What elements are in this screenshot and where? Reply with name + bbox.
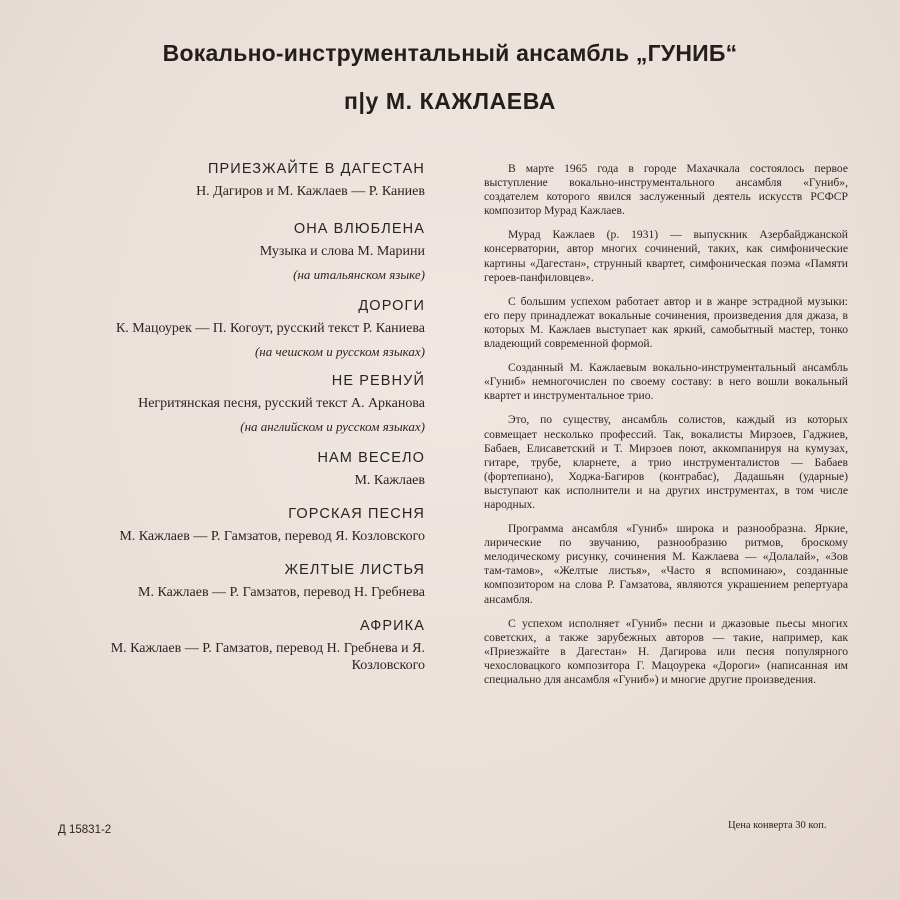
track-credit: Музыка и слова М. Марини — [259, 244, 425, 259]
track-item — [40, 561, 425, 601]
track-title: НЕ РЕВНУЙ — [331, 373, 425, 389]
catalog-number: Д 15831-2 — [58, 824, 112, 836]
track-credit: К. Мацоурек — П. Когоут, русский текст Р. Каниева — [115, 321, 425, 336]
track-title: ДОРОГИ — [358, 298, 425, 314]
track-title: АФРИКА — [359, 618, 425, 634]
track-list — [40, 160, 425, 674]
track-title: ЖЕЛТЫЕ ЛИСТЬЯ — [284, 562, 425, 578]
liner-paragraph: С большим успехом работает автор и в жанре эстрадной музыки: его перу принадлежат вокальные сочинения, произведения для джаза, в которых М. Кажлаев выступает как яркий, самобытный мастер, тонко владеющий современной формой. — [484, 294, 848, 351]
track-credit: М. Кажлаев — Р. Гамзатов, перевод Я. Козловского — [119, 529, 425, 544]
track-item — [40, 220, 425, 283]
ensemble-title: Вокально-инструментальный ансамбль „ГУНИБ“ — [162, 40, 738, 66]
track-title: ПРИЕЗЖАЙТЕ В ДАГЕСТАН — [208, 161, 425, 177]
liner-paragraph: Программа ансамбля «Гуниб» широка и разнообразна. Яркие, лирические по звучанию, разнообразию ритмов, броскому мелодическому рисунку, сочинения М. Кажлаева — «Долалай», «Зов там-тамов», «Желтые листья», «Часто я вспоминаю», созданные композитором на слова Р. Гамзатова, являются украшением репертуара ансамбля. — [484, 522, 848, 606]
track-language: (на чешском и русском языках) — [254, 344, 425, 359]
liner-paragraph: Созданный М. Кажлаевым вокально-инструментальный ансамбль «Гуниб» немногочислен по своему составу: в него вошли вокальный квартет и инструментальное трио. — [484, 361, 848, 403]
track-item — [40, 297, 425, 360]
track-item — [40, 505, 425, 545]
liner-paragraph: Это, по существу, ансамбль солистов, каждый из которых совмещает несколько профессий. Так, вокалисты Мирзоев, Гаджиев, Бабаев, Елисаветский и Т. Мирзоев поют, аккомпанируя на кумузах, гитаре, трубе, кларнете, а трио инструменталистов — Бабаев (фортепиано), Ходжа-Багиров (контрабас), Дадашьян (ударные) выступают как исполнители и на других инструментах, в том числе народных. — [484, 413, 848, 511]
track-title: ОНА ВЛЮБЛЕНА — [293, 221, 425, 237]
track-item — [40, 449, 425, 489]
track-credit: Н. Дагиров и М. Кажлаев — Р. Каниев — [196, 184, 425, 199]
sleeve-price: Цена конверта 30 коп. — [728, 820, 827, 831]
track-item — [40, 617, 425, 674]
track-title: НАМ ВЕСЕЛО — [317, 450, 425, 466]
track-credit: М. Кажлаев — [354, 473, 425, 488]
track-title: ГОРСКАЯ ПЕСНЯ — [288, 506, 425, 522]
track-item — [40, 372, 425, 435]
track-language: (на итальянском языке) — [293, 267, 425, 282]
liner-notes — [484, 162, 848, 697]
director-title: п|у М. КАЖЛАЕВА — [343, 88, 557, 114]
liner-paragraph: С успехом исполняет «Гуниб» песни и джазовые пьесы многих советских, а также зарубежных авторов — такие, например, как «Приезжайте в Дагестан» Н. Дагирова или песня популярного чехословацкого композитора Г. Мацоурека «Дороги» (написанная им специально для ансамбля «Гуниб») и многие другие произведения. — [484, 616, 848, 686]
track-credit: Негритянская песня, русский текст А. Арканова — [138, 396, 425, 411]
track-language: (на английском и русском языках) — [240, 419, 425, 434]
track-credit: М. Кажлаев — Р. Гамзатов, перевод Н. Гребнева — [138, 585, 425, 600]
track-item — [40, 160, 425, 200]
liner-paragraph: Мурад Кажлаев (р. 1931) — выпускник Азербайджанской консерватории, автор многих сочинений, таких, как симфонические картины «Дагестан», струнный квартет, симфоническая поэма «Памяти героев-панфиловцев». — [484, 228, 848, 284]
track-credit: М. Кажлаев — Р. Гамзатов, перевод Н. Гребнева и Я. Козловского — [110, 641, 425, 673]
liner-paragraph: В марте 1965 года в городе Махачкала состоялось первое выступление вокально-инструментального ансамбля «Гуниб», создателем которого явился заслуженный деятель искусств РСФСР композитор Мурад Кажлаев. — [484, 162, 848, 218]
